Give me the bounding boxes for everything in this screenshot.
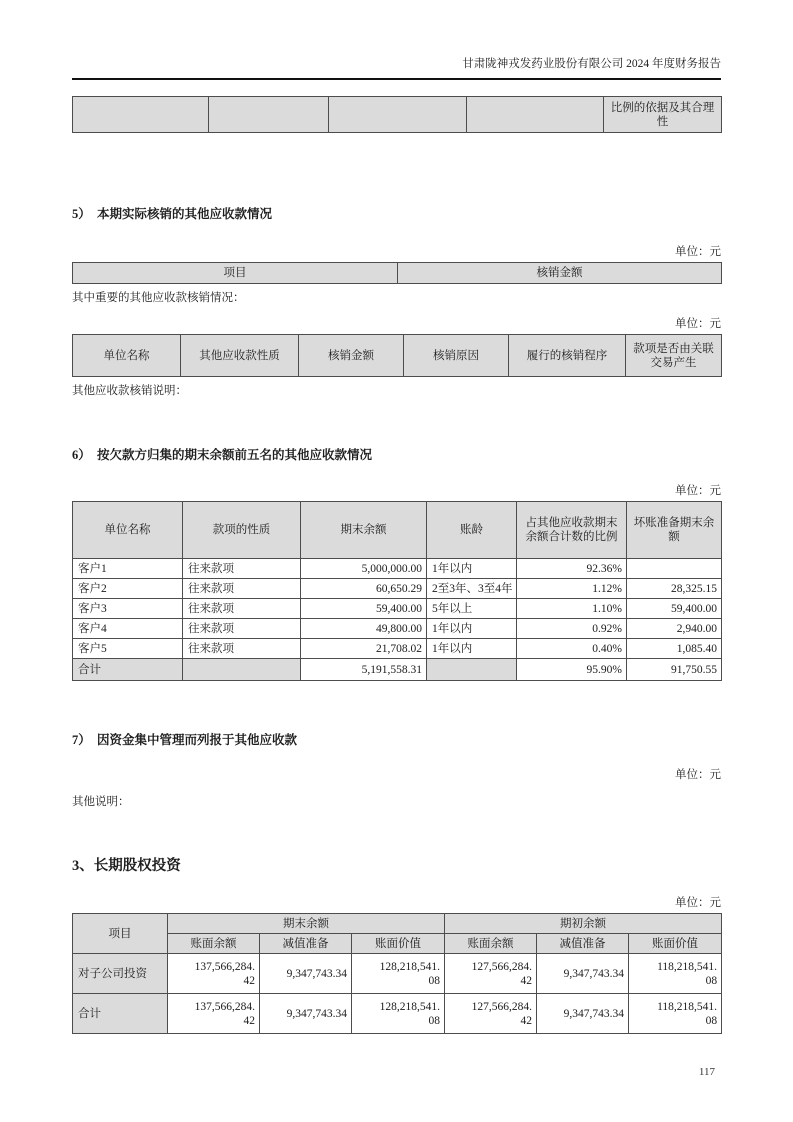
amount-value: 127,566,284.42	[471, 1000, 533, 1027]
section7-heading: 7） 因资金集中管理而列报于其他应收款	[72, 733, 298, 747]
amount-cell	[352, 994, 445, 1034]
aging: 1年以内	[427, 559, 517, 579]
col-item: 项目	[73, 914, 168, 954]
col-writeoff-amount: 核销金额	[299, 335, 404, 377]
writeoff-detail-table	[72, 334, 722, 377]
percentage: 0.40%	[517, 639, 627, 659]
amount-cell	[260, 954, 352, 994]
col-impairment: 减值准备	[537, 934, 629, 954]
row-label: 对子公司投资	[73, 954, 168, 994]
amount-value: 137,566,284.42	[194, 1000, 255, 1027]
percentage: 92.36%	[517, 559, 627, 579]
bad-debt-provision: 2,940.00	[627, 619, 722, 639]
col-bad-debt-provision: 坏账准备期末余额	[627, 502, 722, 559]
amount-value: 127,566,284.42	[471, 960, 533, 987]
table-row	[73, 619, 722, 639]
col-book-value: 账面价值	[629, 934, 722, 954]
ending-balance: 21,708.02	[301, 639, 427, 659]
col-unit-name: 单位名称	[73, 502, 183, 559]
report-title: 甘肃陇神戎发药业股份有限公司 2024 年度财务报告	[462, 58, 721, 70]
important-writeoff-note: 其中重要的其他应收款核销情况：	[72, 292, 245, 304]
ending-balance: 60,650.29	[301, 579, 427, 599]
col-procedure: 履行的核销程序	[509, 335, 626, 377]
amount-cell	[537, 954, 629, 994]
col-unit-name: 单位名称	[73, 335, 181, 377]
nature: 往来款项	[183, 639, 301, 659]
table-header-row	[73, 335, 722, 377]
customer-name: 客户3	[73, 599, 183, 619]
empty-cell	[73, 97, 209, 133]
amount-cell	[445, 994, 537, 1034]
amount-cell	[629, 954, 722, 994]
other-note: 其他说明：	[72, 796, 130, 808]
nature: 往来款项	[183, 619, 301, 639]
amount-cell	[445, 954, 537, 994]
table-subheader-row	[73, 934, 722, 954]
total-row	[73, 994, 722, 1034]
col-book-balance: 账面余额	[168, 934, 260, 954]
amount-value: 137,566,284.42	[194, 960, 255, 987]
amount-cell	[352, 954, 445, 994]
nature: 往来款项	[183, 559, 301, 579]
unit-label: 单位：元	[675, 318, 721, 330]
carryover-table-fragment	[72, 96, 722, 133]
col-writeoff-reason: 核销原因	[404, 335, 509, 377]
col-percentage: 占其他应收款期末余额合计数的比例	[517, 502, 627, 559]
unit-label: 单位：元	[675, 897, 721, 909]
bad-debt-provision	[627, 559, 722, 579]
amount-cell	[260, 994, 352, 1034]
group-ending-balance: 期末余额	[168, 914, 445, 934]
section3-heading: 3、长期股权投资	[72, 858, 181, 874]
page-number: 117	[698, 1066, 715, 1078]
amount-cell	[537, 994, 629, 1034]
bad-debt-provision: 1,085.40	[627, 639, 722, 659]
aging: 2至3年、3至4年	[427, 579, 517, 599]
total-bad-debt-provision: 91,750.55	[627, 659, 722, 681]
amount-value: 9,347,743.34	[563, 1007, 625, 1020]
aging: 1年以内	[427, 639, 517, 659]
document-header	[72, 0, 721, 80]
customer-name: 客户2	[73, 579, 183, 599]
col-book-balance: 账面余额	[445, 934, 537, 954]
col-book-value: 账面价值	[352, 934, 445, 954]
aging: 1年以内	[427, 619, 517, 639]
amount-value: 9,347,743.34	[563, 967, 625, 980]
empty-cell	[209, 97, 329, 133]
amount-cell	[629, 994, 722, 1034]
nature: 往来款项	[183, 599, 301, 619]
ending-balance: 49,800.00	[301, 619, 427, 639]
table-row	[73, 599, 722, 619]
col-ending-balance: 期末余额	[301, 502, 427, 559]
col-aging: 账龄	[427, 502, 517, 559]
empty-cell	[467, 97, 604, 133]
table-row	[73, 639, 722, 659]
total-ending-balance: 5,191,558.31	[301, 659, 427, 681]
col-nature: 其他应收款性质	[181, 335, 299, 377]
amount-value: 9,347,743.34	[286, 1007, 347, 1020]
percentage: 1.12%	[517, 579, 627, 599]
empty-cell	[183, 659, 301, 681]
basis-cell: 比例的依据及其合理性	[604, 97, 722, 133]
amount-value: 128,218,541.08	[379, 1000, 441, 1027]
amount-value: 118,218,541.08	[657, 1000, 718, 1027]
table-header-row	[73, 263, 722, 284]
unit-label: 单位：元	[675, 485, 721, 497]
table-header-row	[73, 502, 722, 559]
customer-name: 客户1	[73, 559, 183, 579]
unit-label: 单位：元	[675, 246, 721, 258]
amount-value: 118,218,541.08	[657, 960, 718, 987]
amount-value: 9,347,743.34	[286, 967, 347, 980]
aging: 5年以上	[427, 599, 517, 619]
table-row	[73, 579, 722, 599]
table-row	[73, 559, 722, 579]
total-label: 合计	[73, 994, 168, 1034]
col-nature: 款项的性质	[183, 502, 301, 559]
col-writeoff-amount: 核销金额	[398, 263, 722, 284]
section6-heading: 6） 按欠款方归集的期末余额前五名的其他应收款情况	[72, 448, 373, 462]
customer-name: 客户4	[73, 619, 183, 639]
total-label: 合计	[73, 659, 183, 681]
customer-name: 客户5	[73, 639, 183, 659]
total-row	[73, 659, 722, 681]
ending-balance: 59,400.00	[301, 599, 427, 619]
writeoff-explain-note: 其他应收款核销说明：	[72, 385, 187, 397]
nature: 往来款项	[183, 579, 301, 599]
col-impairment: 减值准备	[260, 934, 352, 954]
amount-value: 128,218,541.08	[379, 960, 441, 987]
total-percentage: 95.90%	[517, 659, 627, 681]
empty-cell	[329, 97, 467, 133]
ending-balance: 5,000,000.00	[301, 559, 427, 579]
col-item: 项目	[73, 263, 398, 284]
top5-receivables-table	[72, 501, 722, 681]
amount-cell	[168, 994, 260, 1034]
section5-heading: 5） 本期实际核销的其他应收款情况	[72, 207, 273, 221]
writeoff-summary-table	[72, 262, 722, 284]
report-page	[72, 0, 721, 1078]
amount-cell	[168, 954, 260, 994]
percentage: 0.92%	[517, 619, 627, 639]
empty-cell	[427, 659, 517, 681]
group-beginning-balance: 期初余额	[445, 914, 722, 934]
bad-debt-provision: 28,325.15	[627, 579, 722, 599]
bad-debt-provision: 59,400.00	[627, 599, 722, 619]
percentage: 1.10%	[517, 599, 627, 619]
unit-label: 单位：元	[675, 769, 721, 781]
table-row	[73, 954, 722, 994]
lt-equity-investment-table	[72, 913, 722, 1034]
table-row	[73, 97, 722, 133]
table-group-header-row	[73, 914, 722, 934]
col-related-party: 款项是否由关联交易产生	[626, 335, 722, 377]
